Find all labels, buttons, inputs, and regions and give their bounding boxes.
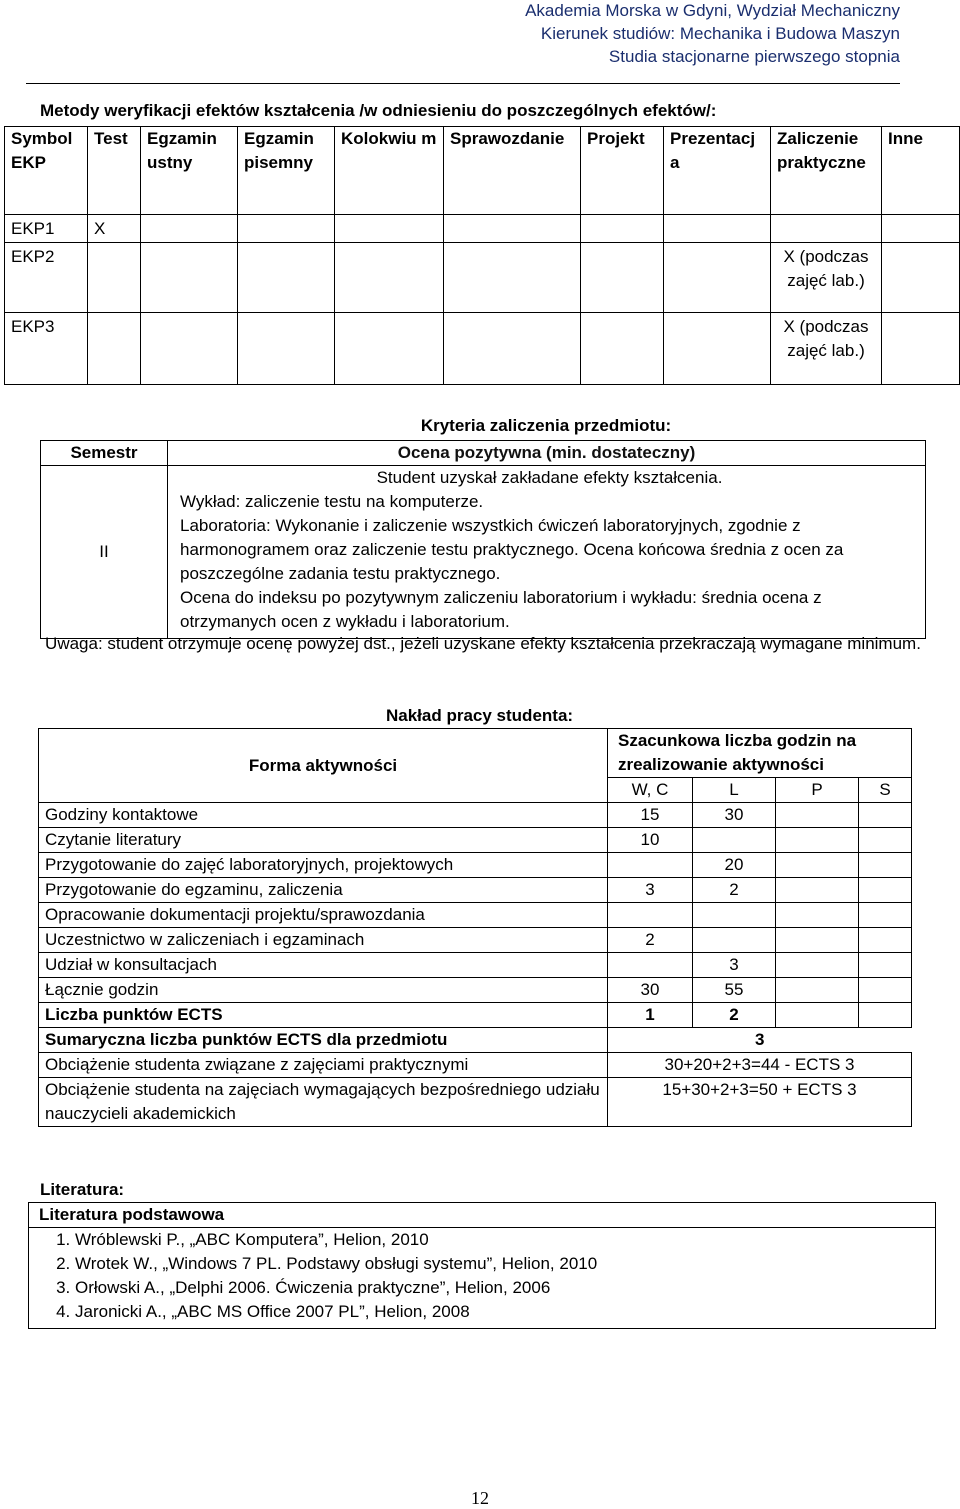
- ocena-pozytywna: Ocena pozytywna (min. dostateczny): [168, 441, 926, 466]
- workload-row: [39, 878, 912, 903]
- workload-row-wc: 3: [608, 878, 693, 903]
- row-zaliczenie-mark: X (podczas zajęć lab.): [771, 313, 882, 385]
- workload-row: [39, 1003, 912, 1028]
- literature-table: [28, 1202, 936, 1329]
- methods-title: Metody weryfikacji efektów kształcenia /w odniesieniu do poszczególnych efektów/:: [40, 101, 717, 120]
- workload-row-p: [776, 803, 859, 828]
- criteria-uwaga: Uwaga: student otrzymuje ocenę powyżej dst., jeżeli uzyskane efekty kształcenia przekraczają wymagane minimum.: [45, 634, 921, 653]
- workload-row-wc: 1: [608, 1003, 693, 1028]
- criteria-table: [40, 440, 926, 639]
- workload-row-label: Przygotowanie do egzaminu, zaliczenia: [39, 878, 608, 903]
- literature-item: 4. Jaronicki A., „ABC MS Office 2007 PL”, Helion, 2008: [75, 1300, 929, 1324]
- row-symbol: EKP2: [5, 243, 88, 313]
- workload-row-l: 30: [693, 803, 776, 828]
- workload-row-wc: [608, 853, 693, 878]
- workload-row-p: [776, 978, 859, 1003]
- col-zaliczenie: Zaliczenie praktyczne: [771, 127, 882, 215]
- workload-row-p: [776, 853, 859, 878]
- workload-row-wc: [608, 903, 693, 928]
- literature-list: [35, 1228, 929, 1324]
- workload-row-label: Czytanie literatury: [39, 828, 608, 853]
- workload-row: [39, 978, 912, 1003]
- obciazenie-nauczyciele-value: 15+30+2+3=50 + ECTS 3: [608, 1078, 912, 1127]
- sum-ects-label: Sumaryczna liczba punktów ECTS dla przedmiotu: [39, 1028, 608, 1053]
- workload-row-p: [776, 953, 859, 978]
- col-inne: Inne: [882, 127, 960, 215]
- col-egzamin-pisemny: Egzamin pisemny: [238, 127, 335, 215]
- col-prezentacja: Prezentacj a: [664, 127, 771, 215]
- sum-ects-value: 3: [755, 1030, 765, 1049]
- sub-wc: W, C: [608, 778, 693, 803]
- workload-row: [39, 803, 912, 828]
- workload-row-wc: [608, 953, 693, 978]
- header-rule: [26, 83, 900, 84]
- header-line-3: Studia stacjonarne pierwszego stopnia: [608, 47, 900, 66]
- workload-row-label: Godziny kontaktowe: [39, 803, 608, 828]
- sub-p: P: [776, 778, 859, 803]
- row-symbol: EKP1: [5, 215, 88, 243]
- workload-table: [38, 728, 912, 1127]
- workload-row-l: [693, 928, 776, 953]
- row-zaliczenie-mark: [771, 215, 882, 243]
- criteria-title: Kryteria zaliczenia przedmiotu:: [420, 416, 672, 435]
- row-test-mark: [88, 243, 141, 313]
- semestr-value: II: [41, 466, 168, 639]
- col-test: Test: [88, 127, 141, 215]
- workload-row-l: [693, 903, 776, 928]
- obciazenie-praktyczne-label: Obciążenie studenta związane z zajęciami praktycznymi: [39, 1053, 608, 1078]
- row-test-mark: [88, 313, 141, 385]
- workload-row-p: [776, 828, 859, 853]
- workload-row-label: Przygotowanie do zajęć laboratoryjnych, projektowych: [39, 853, 608, 878]
- literature-title: Literatura:: [40, 1180, 125, 1199]
- workload-row-p: [776, 903, 859, 928]
- workload-row-p: [776, 928, 859, 953]
- workload-row-l: [693, 828, 776, 853]
- obciazenie-nauczyciele-label: Obciążenie studenta na zajęciach wymagających bezpośredniego udziału nauczycieli akademickich: [39, 1078, 608, 1127]
- col-sprawozdanie: Sprawozdanie: [444, 127, 581, 215]
- workload-row-s: [859, 828, 912, 853]
- criteria-laboratoria: Laboratoria: Wykonanie i zaliczenie wszystkich ćwiczeń laboratoryjnych, zgodnie z harmonogramem oraz zaliczenie testu praktycznego. Ocena końcowa średnia z ocen za poszczególne zadania testu praktycznego.: [180, 516, 844, 583]
- workload-row-wc: 10: [608, 828, 693, 853]
- workload-row-label: Opracowanie dokumentacji projektu/sprawozdania: [39, 903, 608, 928]
- header-line-1: Akademia Morska w Gdyni, Wydział Mechaniczny: [525, 1, 900, 20]
- semestr-label: Semestr: [41, 441, 168, 466]
- workload-row-s: [859, 878, 912, 903]
- workload-title: Nakład pracy studenta:: [386, 706, 574, 725]
- workload-row-s: [859, 803, 912, 828]
- criteria-wyklad: Wykład: zaliczenie testu na komputerze.: [180, 492, 484, 511]
- obciazenie-praktyczne-value: 30+20+2+3=44 - ECTS 3: [608, 1053, 912, 1078]
- workload-row: [39, 828, 912, 853]
- page-number: 12: [471, 1488, 489, 1508]
- workload-row-label: Udział w konsultacjach: [39, 953, 608, 978]
- workload-row: [39, 928, 912, 953]
- row-zaliczenie-mark: X (podczas zajęć lab.): [771, 243, 882, 313]
- workload-row-label: Uczestnictwo w zaliczeniach i egzaminach: [39, 928, 608, 953]
- literature-item: 2. Wrotek W., „Windows 7 PL. Podstawy obsługi systemu”, Helion, 2010: [75, 1252, 929, 1276]
- methods-table: [4, 126, 960, 385]
- header-line-2: Kierunek studiów: Mechanika i Budowa Maszyn: [540, 24, 900, 43]
- workload-row-label: Łącznie godzin: [39, 978, 608, 1003]
- workload-row-label: Liczba punktów ECTS: [39, 1003, 608, 1028]
- workload-row-s: [859, 853, 912, 878]
- workload-row-s: [859, 928, 912, 953]
- workload-row: [39, 853, 912, 878]
- workload-row-p: [776, 1003, 859, 1028]
- workload-row-s: [859, 903, 912, 928]
- col-symbol: Symbol EKP: [5, 127, 88, 215]
- workload-row: [39, 903, 912, 928]
- workload-row-s: [859, 1003, 912, 1028]
- workload-row: [39, 953, 912, 978]
- workload-row-wc: 2: [608, 928, 693, 953]
- workload-row-s: [859, 953, 912, 978]
- workload-row-wc: 15: [608, 803, 693, 828]
- literature-subtitle: Literatura podstawowa: [29, 1203, 936, 1228]
- workload-row-wc: 30: [608, 978, 693, 1003]
- workload-row-l: 55: [693, 978, 776, 1003]
- forma-aktywnosci-header: Forma aktywności: [39, 729, 608, 803]
- literature-item: 1. Wróblewski P., „ABC Komputera”, Helion, 2010: [75, 1228, 929, 1252]
- sub-l: L: [693, 778, 776, 803]
- szacunkowa-header: Szacunkowa liczba godzin na zrealizowanie aktywności: [608, 729, 912, 778]
- workload-row-l: 2: [693, 1003, 776, 1028]
- col-kolokwium: Kolokwiu m: [335, 127, 444, 215]
- workload-row-l: 2: [693, 878, 776, 903]
- col-egzamin-ustny: Egzamin ustny: [141, 127, 238, 215]
- row-symbol: EKP3: [5, 313, 88, 385]
- row-test-mark: X: [88, 215, 141, 243]
- criteria-indeks: Ocena do indeksu po pozytywnym zaliczeniu laboratorium i wykładu: średnia ocena z otrzymanych ocen z wykładu i laboratorium.: [180, 588, 822, 631]
- workload-row-l: 3: [693, 953, 776, 978]
- criteria-student: Student uzyskał zakładane efekty kształcenia.: [376, 468, 723, 487]
- criteria-body: [168, 466, 926, 639]
- workload-row-p: [776, 878, 859, 903]
- col-projekt: Projekt: [581, 127, 664, 215]
- workload-row-l: 20: [693, 853, 776, 878]
- sub-s: S: [859, 778, 912, 803]
- literature-item: 3. Orłowski A., „Delphi 2006. Ćwiczenia praktyczne”, Helion, 2006: [75, 1276, 929, 1300]
- workload-row-s: [859, 978, 912, 1003]
